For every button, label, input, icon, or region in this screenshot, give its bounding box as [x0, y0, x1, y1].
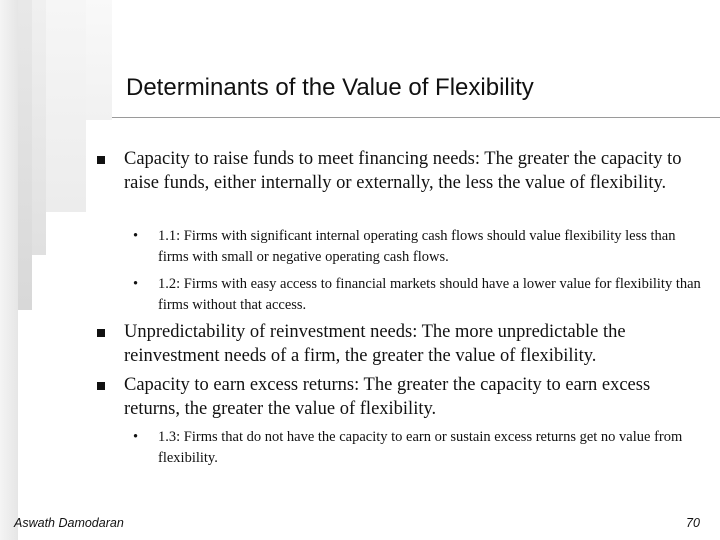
- square-bullet-icon: [97, 382, 105, 390]
- square-bullet-icon: [97, 156, 105, 164]
- bullet-dot-icon: •: [133, 276, 139, 292]
- bullet-text: Unpredictability of reinvestment needs: The more unpredictable the reinvestment needs of a firm, the greater the value of flexibility.: [124, 322, 626, 366]
- sub-bullet-item: [133, 427, 703, 468]
- decorative-bar: [46, 0, 86, 212]
- sub-bullet-text: 1.3: Firms that do not have the capacity to earn or sustain excess returns get no value from flexibility.: [158, 429, 683, 466]
- bullet-dot-icon: •: [133, 429, 139, 445]
- title-divider: [112, 117, 720, 118]
- bullet-text: Capacity to earn excess returns: The greater the capacity to earn excess returns, the greater the value of flexibility.: [124, 375, 651, 419]
- sub-bullet-item: [133, 274, 703, 315]
- decorative-bar: [0, 0, 18, 540]
- bullet-text: Capacity to raise funds to meet financing needs: The greater the capacity to raise funds, either internally or externally, the less the value of flexibility.: [124, 149, 682, 193]
- bullet-dot-icon: •: [133, 228, 139, 244]
- decorative-bar: [32, 0, 46, 255]
- bullet-item: [124, 148, 704, 195]
- square-bullet-icon: [97, 329, 105, 337]
- sub-bullet-text: 1.1: Firms with significant internal operating cash flows should value flexibility less than firms with small or negative operating cash flows.: [158, 228, 676, 265]
- decorative-bar: [18, 0, 32, 310]
- slide-title: Determinants of the Value of Flexibility: [126, 74, 534, 101]
- sub-bullet-item: [133, 226, 703, 267]
- bullet-item: [124, 374, 704, 421]
- sub-bullet-text: 1.2: Firms with easy access to financial markets should have a lower value for flexibility than firms without that access.: [158, 276, 701, 313]
- decorative-bar: [86, 0, 112, 120]
- footer-page-number: 70: [686, 516, 700, 530]
- bullet-item: [124, 321, 704, 368]
- footer-author: Aswath Damodaran: [14, 516, 124, 530]
